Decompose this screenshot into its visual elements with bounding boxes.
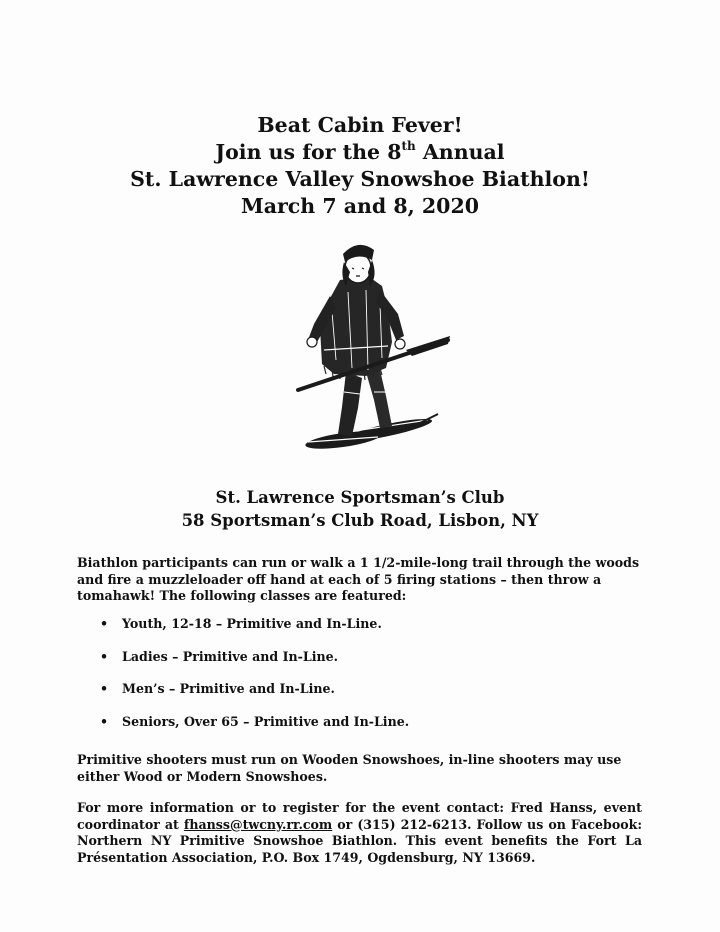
contact-email-link[interactable]: fhanss@twcny.rr.com <box>183 816 333 832</box>
class-label: Youth, 12-18 – Primitive and In-Line. <box>122 616 382 631</box>
venue-name: St. Lawrence Sportsman’s Club <box>215 488 505 507</box>
class-label: Men’s – Primitive and In-Line. <box>122 681 335 696</box>
bullet-icon: • <box>100 616 109 631</box>
bullet-icon: • <box>100 713 109 729</box>
snowshoe-rules-paragraph: Primitive shooters must run on Wooden Snowshoes, in-line shooters may use either Wood or Modern Snowshoes. <box>77 752 622 784</box>
class-label: Seniors, Over 65 – Primitive and In-Line. <box>122 713 410 729</box>
heading-event-name: St. Lawrence Valley Snowshoe Biathlon! <box>130 167 590 191</box>
flyer-heading <box>0 112 720 220</box>
heading-ordinal-suffix: th <box>401 139 416 153</box>
contact-text-before-email: For more information or to register for the event contact: Fred Hanss, event coordinator at <box>77 800 642 832</box>
bullet-icon: • <box>100 648 109 664</box>
class-list <box>100 616 620 746</box>
contact-text-after-email: or (315) 212-6213. Follow us on Facebook: Northern NY Primitive Snowshoe Biathlon. This event benefits the Fort La Présentation Association, P.O. Box 1749, Ogdensburg, NY 13669. <box>77 816 642 865</box>
bullet-icon: • <box>100 681 109 696</box>
heading-invite <box>0 139 720 166</box>
list-item <box>100 616 620 649</box>
list-item <box>100 681 620 714</box>
venue-address: 58 Sportsman’s Club Road, Lisbon, NY <box>181 511 539 530</box>
class-label: Ladies – Primitive and In-Line. <box>122 648 339 664</box>
heading-tagline: Beat Cabin Fever! <box>257 113 463 137</box>
list-item <box>100 714 620 747</box>
snowshoe-hunter-illustration <box>288 232 458 457</box>
contact-paragraph <box>77 800 642 866</box>
heading-invite-prefix: Join us for the 8 <box>215 140 402 164</box>
heading-event-dates: March 7 and 8, 2020 <box>241 194 479 218</box>
venue-block <box>0 486 720 532</box>
intro-paragraph: Biathlon participants can run or walk a 1 1/2-mile-long trail through the woods and fire a muzzleloader off hand at each of 5 firing stations – then throw a tomahawk! The following classes are featured: <box>77 555 640 603</box>
heading-invite-suffix: Annual <box>415 140 505 164</box>
list-item <box>100 649 620 682</box>
